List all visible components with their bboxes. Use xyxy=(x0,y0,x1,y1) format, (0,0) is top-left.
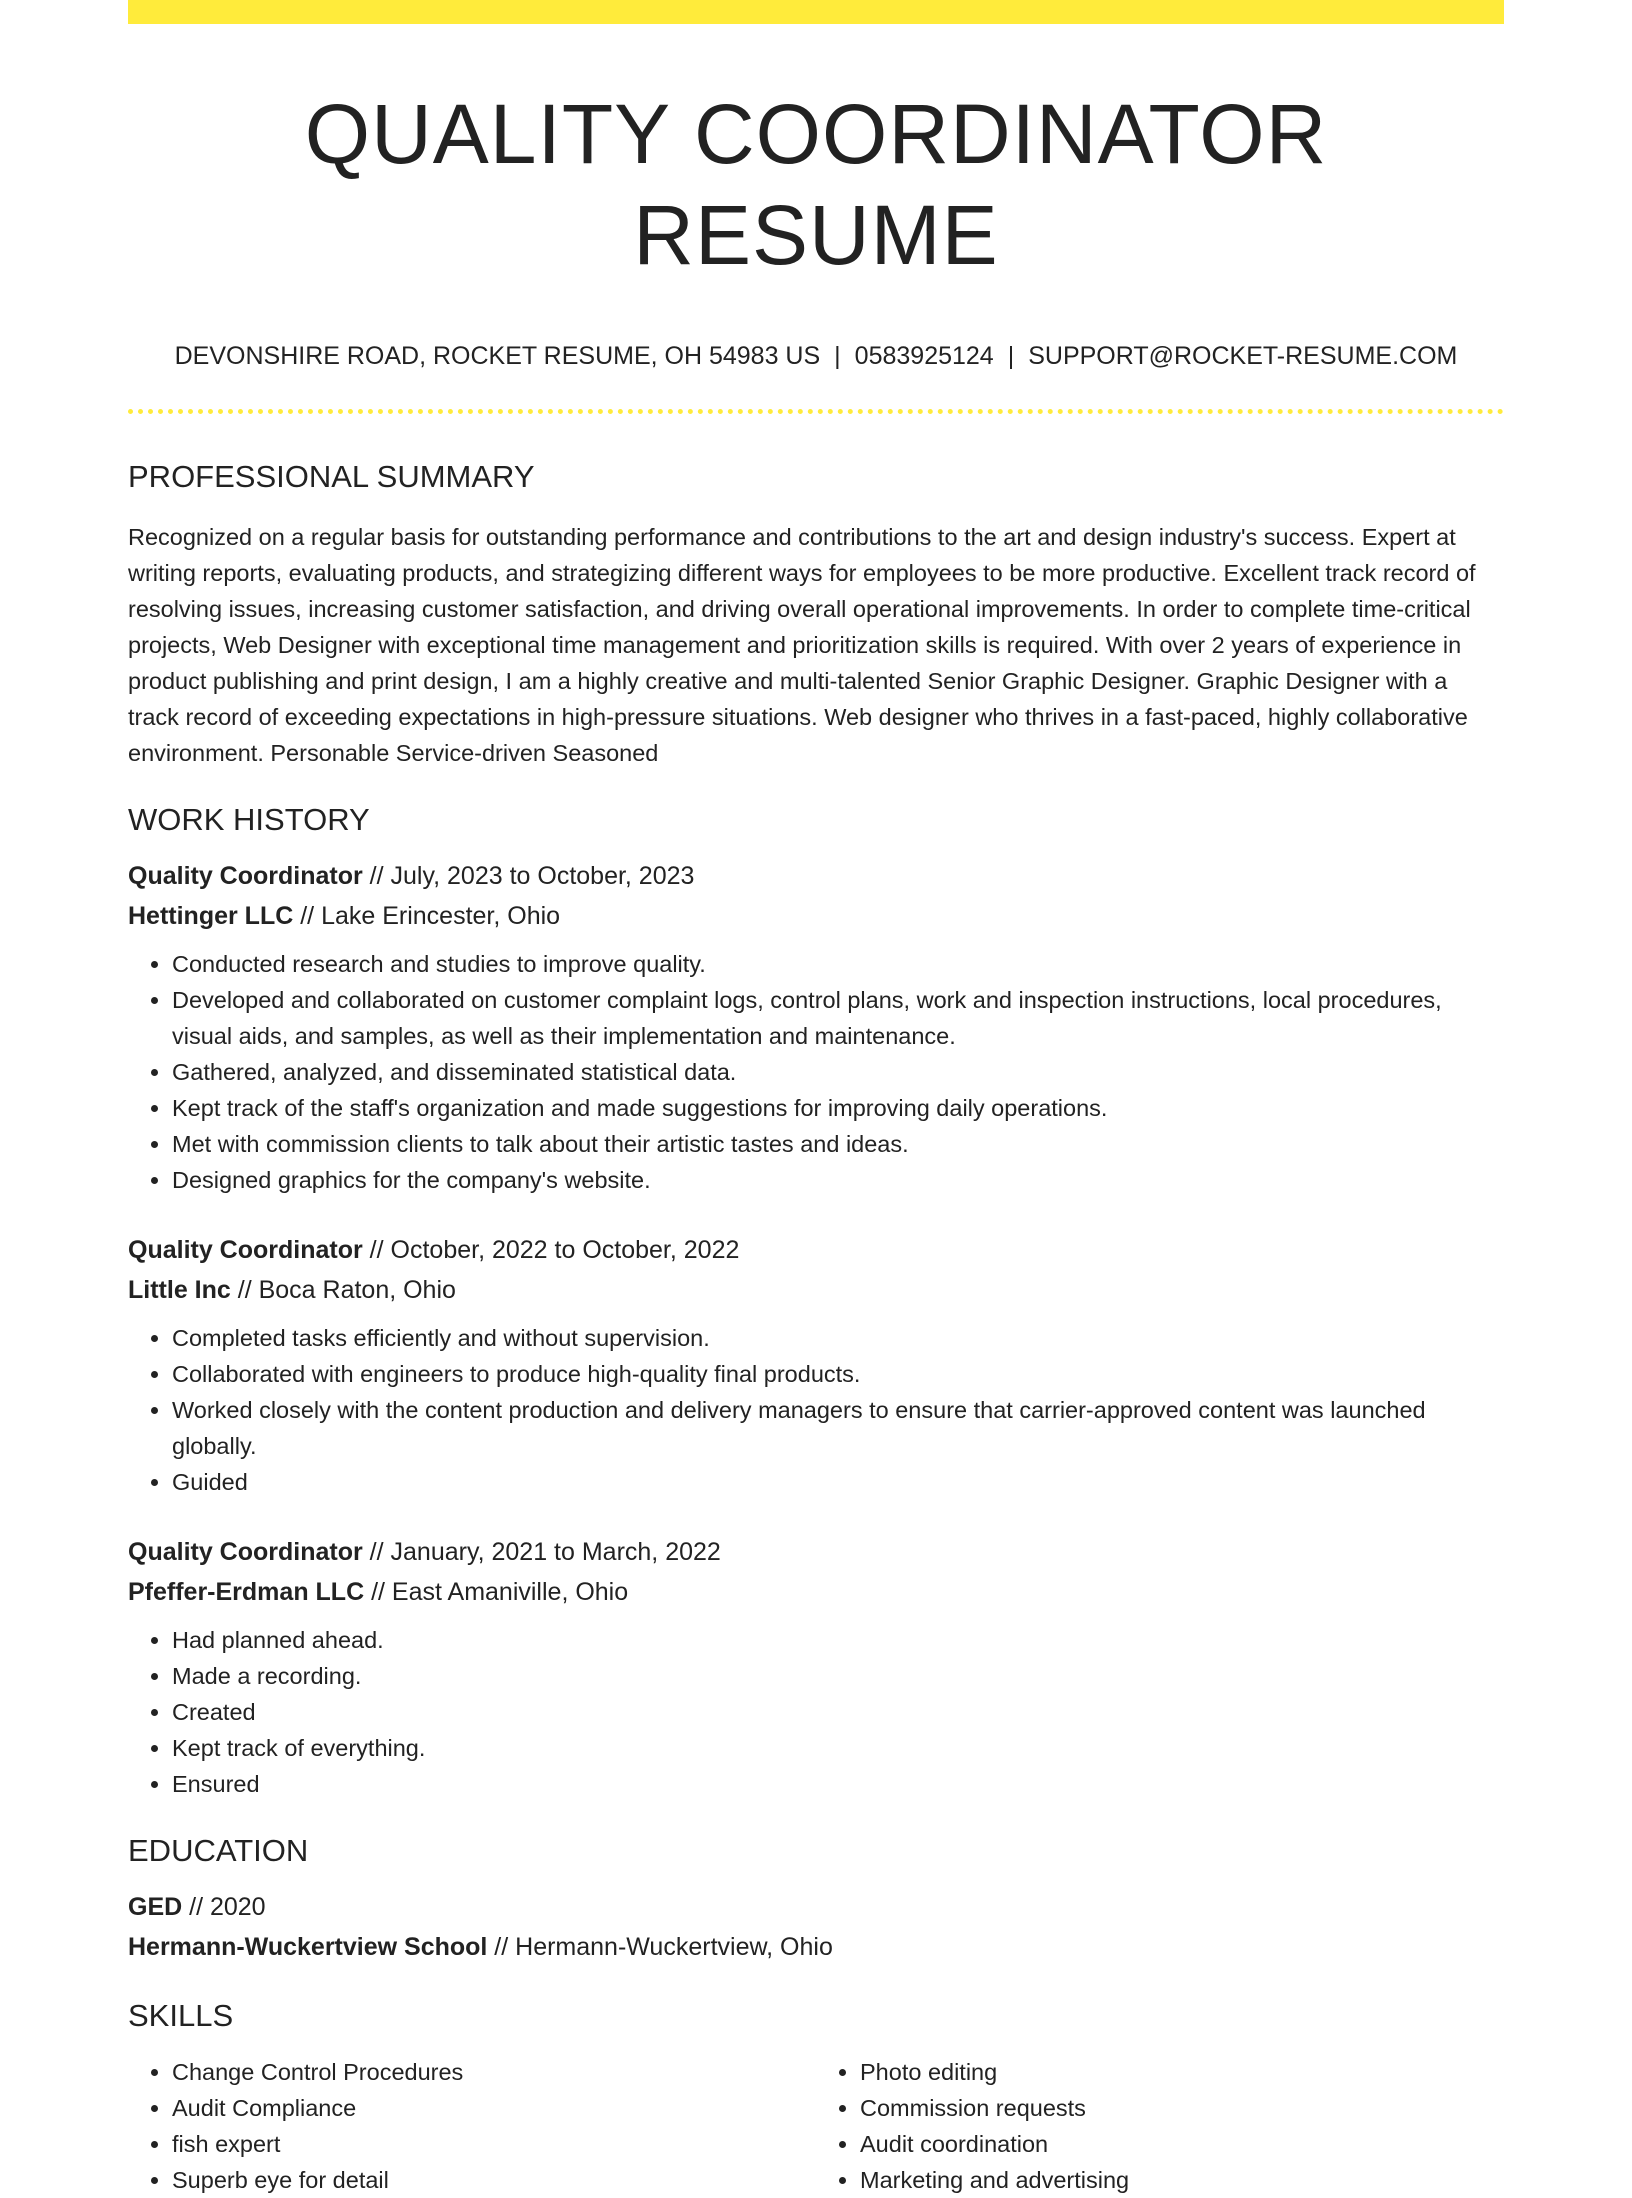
education-school: Hermann-Wuckertview School xyxy=(128,1933,488,1962)
job-bullets xyxy=(128,1622,1504,1802)
list-item: • Commission requests xyxy=(860,2090,1504,2126)
contact-email[interactable]: SUPPORT@ROCKET-RESUME.COM xyxy=(1028,341,1458,370)
list-item: • Audit Compliance xyxy=(172,2090,816,2126)
top-accent-bar xyxy=(128,0,1504,24)
list-item: • Photo editing xyxy=(860,2054,1504,2090)
job-title-line xyxy=(128,856,1504,896)
resume-page xyxy=(128,0,1504,2198)
list-item: • Kept track of everything. xyxy=(172,1730,1504,1766)
education-degree-line xyxy=(128,1887,1504,1927)
list-item: • Designed graphics for the company's website. xyxy=(172,1162,1504,1198)
education-entry xyxy=(128,1887,1504,1967)
list-item: • Gathered, analyzed, and disseminated statistical data. xyxy=(172,1054,1504,1090)
education-school-line xyxy=(128,1927,1504,1967)
job-title: Quality Coordinator xyxy=(128,861,363,890)
job-company: Hettinger LLC xyxy=(128,901,294,930)
job-company-line xyxy=(128,896,1504,936)
list-item: • Kept track of the staff's organization and made suggestions for improving daily operations. xyxy=(172,1090,1504,1126)
list-item: • Completed tasks efficiently and without supervision. xyxy=(172,1320,1504,1356)
list-item: • Met with commission clients to talk about their artistic tastes and ideas. xyxy=(172,1126,1504,1162)
contact-address: DEVONSHIRE ROAD, ROCKET RESUME, OH 54983 US xyxy=(174,341,821,370)
list-item: • Conducted research and studies to improve quality. xyxy=(172,946,1504,982)
job-location: // East Amaniville, Ohio xyxy=(364,1577,629,1606)
list-item: • fish expert xyxy=(172,2126,816,2162)
list-item: • Made a recording. xyxy=(172,1658,1504,1694)
job-location: // Boca Raton, Ohio xyxy=(230,1275,456,1304)
contact-line xyxy=(128,342,1504,371)
contact-separator: | xyxy=(1007,341,1015,370)
list-item: • Superb eye for detail xyxy=(172,2162,816,2198)
job-entry xyxy=(128,1230,1504,1500)
summary-text: Recognized on a regular basis for outstanding performance and contributions to the art and design industry's success. Expert at writing reports, evaluating products, and strategizing different ways for employees to be more productive. Excellent track record of resolving issues, increasing customer satisfaction, and driving overall operational improvements. In order to complete time-critical projects, Web Designer with exceptional time management and prioritization skills is required. With over 2 years of experience in product publishing and print design, I am a highly creative and multi-talented Senior Graphic Designer. Graphic Designer with a track record of exceeding expectations in high-pressure situations. Web designer who thrives in a fast-paced, highly collaborative environment. Personable Service-driven Seasoned xyxy=(128,523,1476,766)
job-company-line xyxy=(128,1270,1504,1310)
job-dates: // January, 2021 to March, 2022 xyxy=(362,1537,721,1566)
skills-heading: SKILLS xyxy=(128,1998,234,2034)
job-title: Quality Coordinator xyxy=(128,1235,363,1264)
job-bullets xyxy=(128,946,1504,1198)
list-item: • Audit coordination xyxy=(860,2126,1504,2162)
list-item: • Created xyxy=(172,1694,1504,1730)
list-item: • Developed and collaborated on customer complaint logs, control plans, work and inspection instructions, local procedures, visual aids, and samples, as well as their implementation and maintenance. xyxy=(172,982,1504,1054)
job-entry xyxy=(128,1532,1504,1802)
education-degree: GED xyxy=(128,1893,183,1922)
education-year: // 2020 xyxy=(182,1893,266,1922)
list-item: • Collaborated with engineers to produce high-quality final products. xyxy=(172,1356,1504,1392)
job-location: // Lake Erincester, Ohio xyxy=(293,901,561,930)
job-title-line xyxy=(128,1230,1504,1270)
education-heading: EDUCATION xyxy=(128,1832,309,1868)
contact-phone: 0583925124 xyxy=(854,341,994,370)
job-company: Little Inc xyxy=(128,1275,231,1304)
dotted-divider xyxy=(128,409,1504,414)
job-title: Quality Coordinator xyxy=(128,1537,363,1566)
job-title-line xyxy=(128,1532,1504,1572)
list-item: • Had planned ahead. xyxy=(172,1622,1504,1658)
job-bullets xyxy=(128,1320,1504,1500)
summary-heading: PROFESSIONAL SUMMARY xyxy=(128,458,535,494)
work-history-heading: WORK HISTORY xyxy=(128,801,370,837)
list-item: • Guided xyxy=(172,1464,1504,1500)
job-company: Pfeffer-Erdman LLC xyxy=(128,1577,365,1606)
skills-columns xyxy=(128,2054,1504,2198)
list-item: • Worked closely with the content production and delivery managers to ensure that carrier-approved content was launched globally. xyxy=(172,1392,1504,1464)
job-entry xyxy=(128,856,1504,1198)
job-dates: // October, 2022 to October, 2022 xyxy=(362,1235,740,1264)
contact-separator: | xyxy=(834,341,841,370)
list-item: • Change Control Procedures xyxy=(172,2054,816,2090)
list-item: • Marketing and advertising xyxy=(860,2162,1504,2198)
resume-title: QUALITY COORDINATOR RESUME xyxy=(304,87,1328,282)
job-company-line xyxy=(128,1572,1504,1612)
job-dates: // July, 2023 to October, 2023 xyxy=(362,861,695,890)
list-item: • Ensured xyxy=(172,1766,1504,1802)
skills-left-column xyxy=(128,2054,816,2198)
skills-right-column xyxy=(816,2054,1504,2198)
education-location: // Hermann-Wuckertview, Ohio xyxy=(487,1933,833,1962)
